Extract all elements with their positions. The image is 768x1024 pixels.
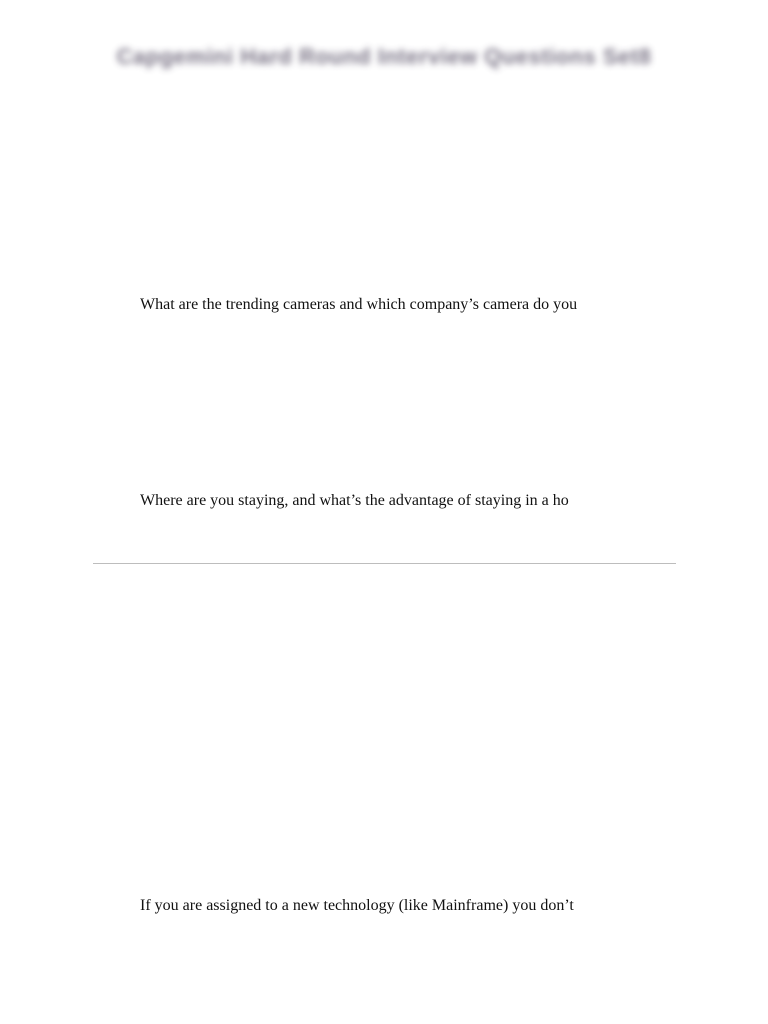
question-text: Where are you staying, and what’s the advantage of staying in a ho bbox=[140, 492, 569, 509]
page-divider bbox=[93, 563, 676, 564]
blurred-document-title: Capgemini Hard Round Interview Questions Set8 bbox=[116, 44, 652, 69]
question-text: What are the trending cameras and which company’s camera do you bbox=[140, 296, 578, 313]
question-text: If you are assigned to a new technology (like Mainframe) you don’t bbox=[140, 897, 574, 914]
